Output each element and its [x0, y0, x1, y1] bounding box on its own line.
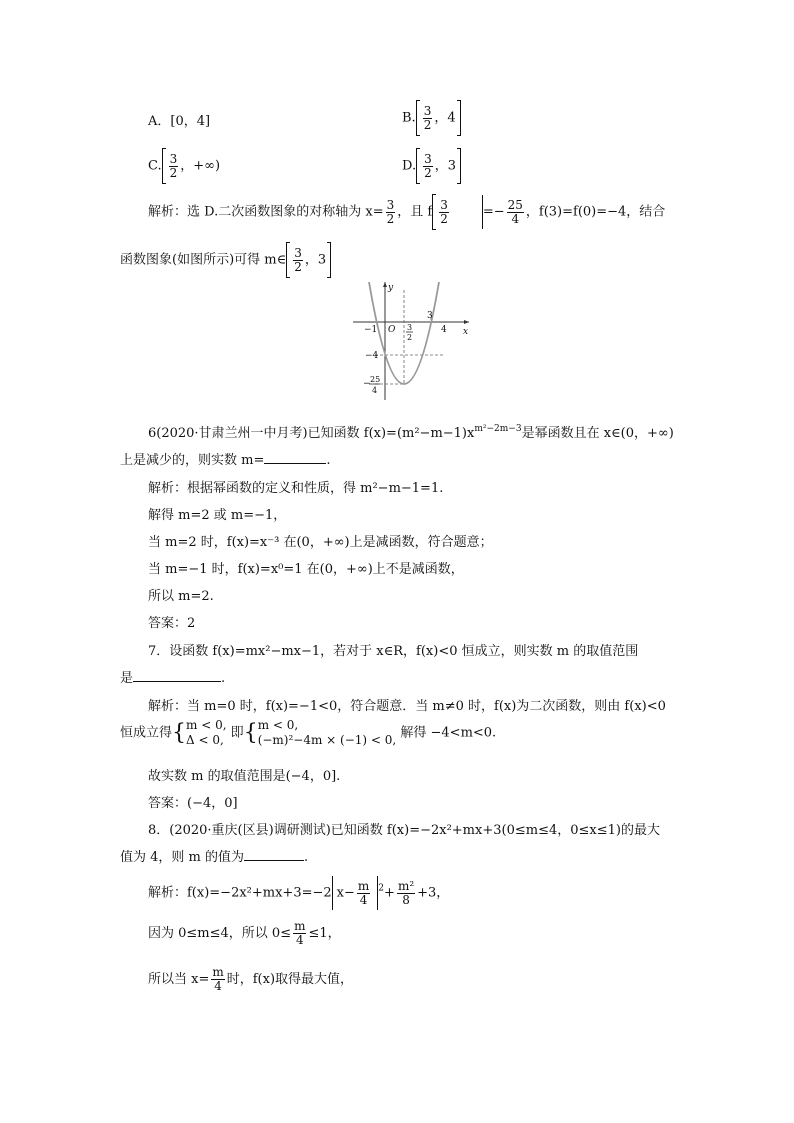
q7-solution-2: [120, 718, 496, 748]
tick-neg25-num: 25: [370, 375, 381, 384]
text: 函数图象(如图所示)可得 m∈: [120, 252, 287, 268]
fraction-3-2: [386, 199, 396, 226]
text: 解析：f(x)=−2x²+mx+3=−2: [148, 885, 332, 901]
fraction-den: 2: [294, 259, 302, 274]
exponent: m²−2m−3: [474, 424, 522, 434]
text: 是: [120, 671, 134, 686]
q6-solution-5: 所以 m=2.: [148, 589, 214, 604]
y-axis-arrow: [383, 282, 387, 287]
q7-line2: [120, 667, 225, 686]
q6-answer: 答案：2: [148, 616, 196, 631]
exponent: 2: [378, 883, 385, 894]
q5-solution-line2: [120, 242, 331, 278]
option-b: [402, 100, 461, 136]
bracket-right: [457, 148, 461, 184]
bracket-left: [286, 242, 290, 278]
text: x−: [336, 885, 355, 901]
tick-neg25-den: 4: [372, 386, 378, 395]
bracket-left: [432, 194, 436, 230]
fraction-num: 3: [440, 197, 448, 212]
option-a: A．[0，4]: [148, 114, 211, 129]
system-1: [186, 718, 227, 748]
q5-solution-line1: [148, 194, 665, 230]
left-brace: {: [172, 720, 187, 746]
q6-line2: [120, 449, 331, 468]
tick-neg1: −1: [364, 325, 378, 335]
q8-solution-3: [148, 966, 353, 993]
text: 因为 0≤m≤4，所以 0≤: [148, 926, 292, 941]
fraction-den: 4: [214, 979, 222, 993]
tick-3half-den: 2: [407, 333, 413, 342]
system-1-bottom: Δ < 0,: [186, 733, 224, 747]
system-2: [258, 718, 397, 748]
fraction-den: 4: [295, 933, 304, 947]
q6-solution-3: 当 m=2 时，f(x)=x⁻³ 在(0，+∞)上是减函数，符合题意；: [148, 535, 493, 550]
text: 所以当 x=: [148, 972, 210, 987]
text: ，f(3)=f(0)=−4，结合: [525, 204, 666, 220]
fraction-den: 2: [386, 211, 395, 226]
x-axis-arrow: [464, 320, 469, 324]
fraction-num: m: [212, 965, 224, 979]
text: 解析：选 D.二次函数图象的对称轴为 x=: [148, 204, 384, 220]
text: 6(2020·甘肃兰州一中月考)已知函数 f(x)=(m²−m−1)x: [148, 426, 475, 441]
fraction-den: 4: [511, 211, 520, 226]
fraction-num: 3: [169, 151, 178, 166]
fraction-3-2: [423, 105, 433, 132]
fraction-3-2: [439, 199, 449, 226]
fraction-num: m²: [397, 878, 415, 893]
fraction-num: 3: [386, 197, 395, 212]
text: 是幂函数且在 x∈(0，+∞): [521, 426, 674, 441]
fraction-num: m: [357, 878, 370, 893]
fraction-den: 2: [423, 117, 432, 132]
fraction-25-4: [507, 199, 524, 226]
fraction-m-4: [211, 966, 224, 993]
text: 恒成立得: [120, 725, 173, 741]
fraction-num: m: [294, 919, 306, 933]
q7-solution-1: 解析：当 m=0 时，f(x)=−1<0，符合题意．当 m≠0 时，f(x)为二次函数，则由 f(x)<0: [148, 699, 666, 714]
bracket-left: [416, 148, 420, 184]
text: .: [326, 453, 331, 468]
fraction-den: 8: [402, 892, 410, 907]
fraction-m2-8: [397, 880, 415, 907]
tick-3: 3: [427, 311, 433, 321]
option-d-prefix: D.: [402, 158, 417, 174]
answer-blank[interactable]: [133, 681, 221, 682]
text: ，3: [304, 252, 327, 268]
parabola-graph: [345, 280, 475, 404]
option-d-tail: ，3: [434, 158, 457, 174]
q8-solution-2: [148, 920, 341, 947]
q6-solution-4: 当 m=−1 时，f(x)=x⁰=1 在(0，+∞)上不是减函数，: [148, 562, 464, 577]
bracket-left: [162, 148, 166, 184]
q7-solution-3: 故实数 m 的取值范围是(−4，0].: [148, 769, 341, 784]
option-c-tail: ，+∞): [180, 158, 221, 174]
text: ≤1，: [308, 926, 341, 941]
fraction-num: 3: [423, 103, 432, 118]
bracket-left: [416, 100, 420, 136]
fraction-3-2: [423, 153, 433, 180]
option-b-tail: ，4: [434, 110, 456, 126]
text: ，且 f: [397, 204, 433, 220]
tick-4: 4: [441, 325, 447, 335]
q7-answer: 答案：(−4，0]: [148, 796, 238, 811]
text: 即: [230, 725, 244, 741]
q6-solution-2: 解得 m=2 或 m=−1，: [148, 508, 287, 523]
option-c: [148, 148, 220, 184]
system-2-top: m < 0,: [257, 718, 299, 732]
text: 上是减少的，则实数 m=: [120, 453, 265, 468]
bracket-right: [457, 100, 461, 136]
answer-blank[interactable]: [244, 860, 304, 861]
text: 时，f(x)取得最大值，: [226, 972, 354, 987]
text: +3，: [417, 885, 450, 901]
y-label: y: [388, 283, 394, 293]
text: =−: [482, 204, 505, 220]
fraction-den: 2: [440, 211, 448, 226]
text: 解得 −4<m<0.: [400, 725, 497, 741]
tick-3half-num: 3: [407, 323, 413, 332]
option-d: [402, 148, 461, 184]
q8-solution-1: [148, 876, 449, 910]
option-b-prefix: B.: [402, 110, 416, 126]
fraction-3-2: [169, 153, 179, 180]
system-2-bottom: (−m)²−4m × (−1) < 0,: [257, 733, 397, 747]
fraction-m-4: [357, 880, 370, 907]
origin-label: O: [388, 325, 396, 335]
fraction-den: 4: [359, 892, 368, 907]
answer-blank[interactable]: [264, 463, 326, 464]
q6-line1: [148, 422, 674, 441]
text: +: [384, 885, 395, 901]
text: 值为 4，则 m 的值为: [120, 850, 244, 865]
fraction-num: 3: [294, 245, 302, 260]
q8-line2: [120, 846, 308, 865]
system-1-top: m < 0,: [186, 718, 227, 732]
q7-line1: 7．设函数 f(x)=mx²−mx−1，若对于 x∈R，f(x)<0 恒成立，则实数 m 的取值范围: [148, 644, 639, 659]
fraction-den: 2: [424, 165, 432, 180]
x-label: x: [463, 327, 469, 337]
fraction-num: 3: [424, 151, 432, 166]
text: .: [221, 671, 226, 686]
tick-neg25-sign: −: [363, 379, 371, 389]
tick-neg4: −4: [365, 351, 379, 361]
text: .: [304, 850, 309, 865]
q6-solution-1: 解析：根据幂函数的定义和性质，得 m²−m−1=1.: [148, 481, 444, 496]
fraction-num: 25: [507, 197, 523, 212]
bracket-right: [327, 242, 331, 278]
paren-left: [332, 876, 336, 910]
fraction-den: 2: [169, 165, 178, 180]
option-c-prefix: C.: [148, 158, 162, 174]
left-brace: {: [243, 720, 258, 746]
q8-line1: 8．(2020·重庆(区县)调研测试)已知函数 f(x)=−2x²+mx+3(0≤m≤4，0≤x≤1)的最大: [148, 823, 660, 838]
fraction-3-2: [293, 247, 303, 274]
fraction-m-4: [293, 920, 306, 947]
